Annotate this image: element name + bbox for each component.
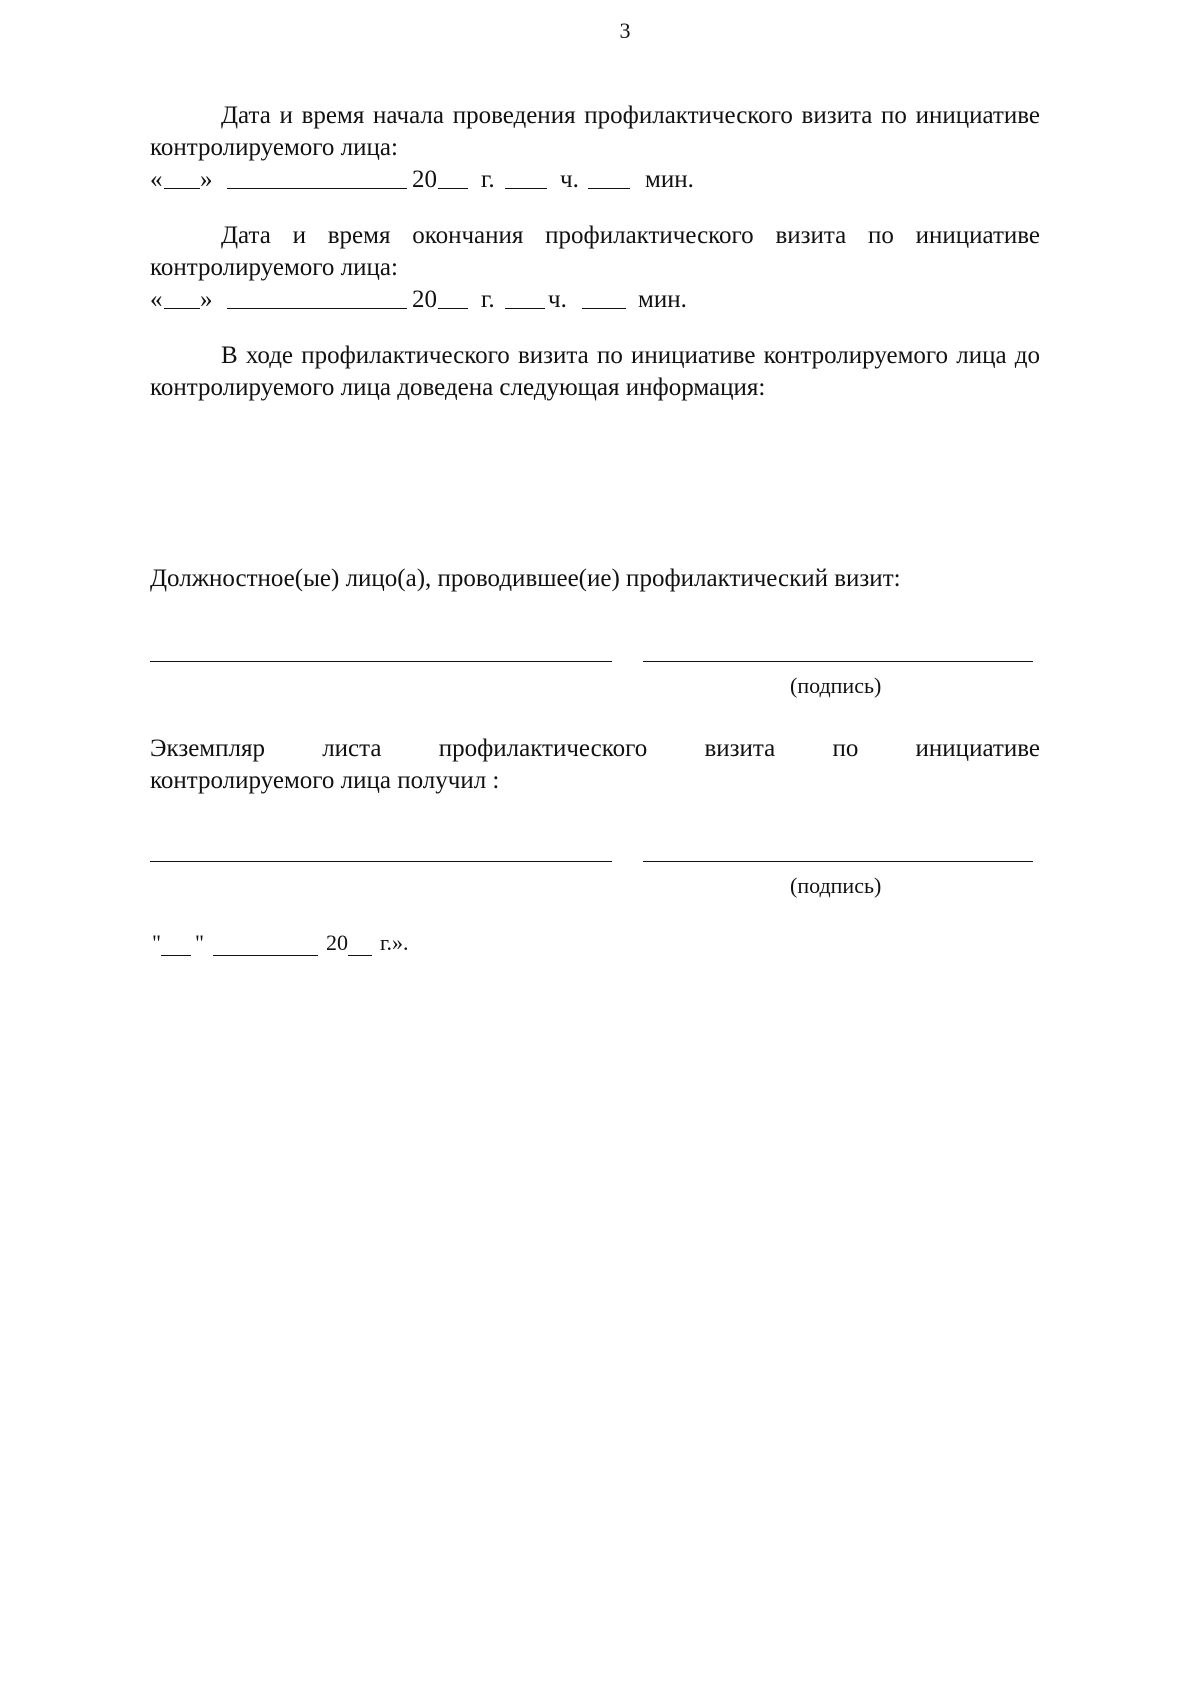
start-year-unit: г. [481,166,495,193]
end-minute-unit: мин. [638,286,687,313]
closing-year-field[interactable] [348,929,372,956]
start-month-field[interactable] [227,164,407,189]
closing-date [150,930,450,960]
closing-open-quote: " [152,930,161,955]
end-day-open-quote: « [150,286,163,313]
start-datetime-block [150,100,1040,196]
closing-century: 20 [326,930,348,955]
start-minute-field[interactable] [588,164,630,189]
recipient-line-1 [150,733,1040,765]
start-minute-unit: мин. [645,166,694,193]
end-hour-unit: ч. [548,286,567,313]
closing-close-quote: " [195,930,204,955]
officials-name-line[interactable] [150,661,612,662]
start-day-open-quote: « [150,166,163,193]
start-hour-unit: ч. [560,166,579,193]
page-number: 3 [619,18,631,43]
info-block [150,340,1040,404]
end-minute-field[interactable] [582,284,626,309]
recipient-word: инициативе [915,735,1040,762]
recipient-line-2: контролируемого лица получил : [150,767,500,794]
officials-signature-caption: (подпись) [790,673,882,698]
recipient-signature-caption: (подпись) [790,873,882,898]
closing-suffix: г.». [380,930,409,955]
end-day-close-quote: » [200,286,213,313]
recipient-block [150,733,1040,797]
info-label: В ходе профилактического визита по инициативе контролируемого лица до контролируемого лица доведена следующая информация: [150,342,1040,401]
recipient-word: профилактического [438,735,648,762]
start-hour-field[interactable] [505,164,547,189]
closing-month-field[interactable] [213,929,318,956]
end-datetime-block [150,220,1040,316]
end-year-unit: г. [481,286,495,313]
start-datetime-label: Дата и время начала проведения профилактического визита по инициативе контролируемого лица: [150,102,1040,161]
recipient-word: листа [322,735,382,762]
end-datetime-fields [150,284,1040,316]
start-datetime-fields [150,164,1040,196]
start-century: 20 [412,166,437,193]
end-datetime-label: Дата и время окончания профилактического визита по инициативе контролируемого лица: [150,222,1040,281]
recipient-word: Экземпляр [150,735,265,762]
recipient-word: по [832,735,859,762]
end-day-field[interactable] [164,284,200,309]
start-day-field[interactable] [164,164,200,189]
end-year-field[interactable] [438,284,468,309]
recipient-word: визита [704,735,776,762]
start-day-close-quote: » [200,166,213,193]
end-month-field[interactable] [227,284,407,309]
end-hour-field[interactable] [505,284,545,309]
officials-signature-line[interactable] [643,661,1033,662]
officials-block [150,563,1040,595]
recipient-signature-line[interactable] [643,861,1033,862]
closing-day-field[interactable] [161,929,191,956]
start-year-field[interactable] [438,164,468,189]
recipient-name-line[interactable] [150,861,612,862]
end-century: 20 [412,286,437,313]
officials-label: Должностное(ые) лицо(а), проводившее(ие) профилактический визит: [150,565,901,592]
